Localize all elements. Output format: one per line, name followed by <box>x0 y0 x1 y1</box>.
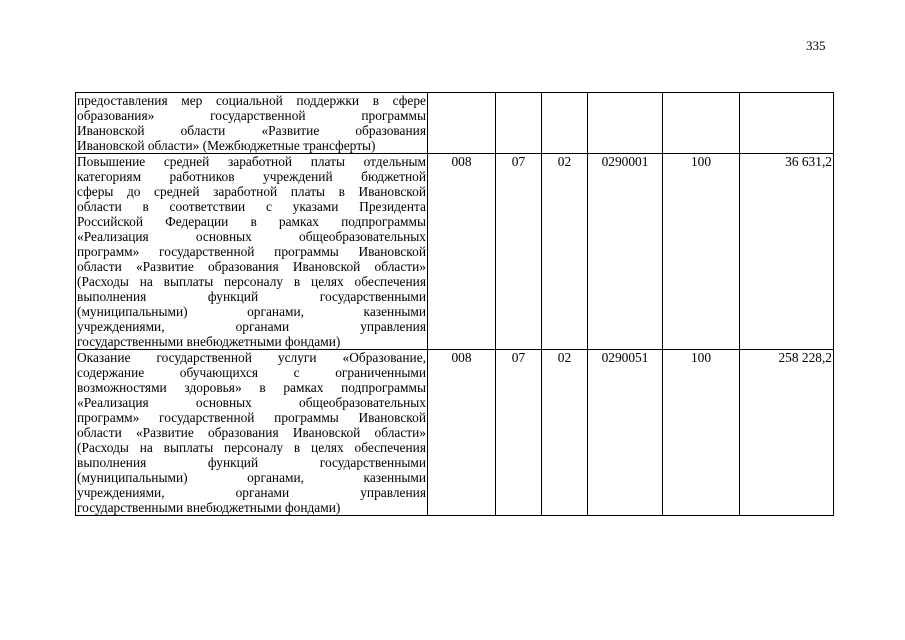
description-line: Повышение средней заработной платы отдельным <box>77 154 426 169</box>
section-code <box>496 93 542 154</box>
target-code: 0290001 <box>588 154 663 350</box>
table-row <box>76 154 834 350</box>
section-code: 07 <box>496 154 542 350</box>
row-description <box>76 350 428 516</box>
description-line: учреждениями, органами управления <box>77 485 426 500</box>
ministry-code <box>428 93 496 154</box>
description-line: области «Развитие образования Ивановской области» <box>77 259 426 274</box>
subsection-code: 02 <box>542 154 588 350</box>
description-line: Ивановской области «Развитие образования <box>77 123 426 138</box>
description-line: учреждениями, органами управления <box>77 319 426 334</box>
budget-table <box>75 92 834 516</box>
description-line: Ивановской области» (Межбюджетные трансферты) <box>77 138 376 153</box>
description-line: сферы до средней заработной платы в Ивановской <box>77 184 426 199</box>
description-line: возможностями здоровья» в рамках подпрограммы <box>77 380 426 395</box>
description-line: (Расходы на выплаты персоналу в целях обеспечения <box>77 274 426 289</box>
description-line: (муниципальными) органами, казенными <box>77 304 426 319</box>
description-line: (муниципальными) органами, казенными <box>77 470 426 485</box>
description-line: категориям работников учреждений бюджетной <box>77 169 426 184</box>
description-line: содержание обучающихся с ограниченными <box>77 365 426 380</box>
description-line: государственными внебюджетными фондами) <box>77 334 341 349</box>
subsection-code: 02 <box>542 350 588 516</box>
ministry-code: 008 <box>428 350 496 516</box>
description-line: выполнения функций государственными <box>77 289 426 304</box>
description-line: области в соответствии с указами Президента <box>77 199 426 214</box>
target-code <box>588 93 663 154</box>
amount: 258 228,2 <box>740 350 834 516</box>
description-line: выполнения функций государственными <box>77 455 426 470</box>
table-row <box>76 93 834 154</box>
description-line: государственными внебюджетными фондами) <box>77 500 341 515</box>
row-description <box>76 154 428 350</box>
expense-type-code: 100 <box>663 154 740 350</box>
description-line: «Реализация основных общеобразовательных <box>77 229 426 244</box>
expense-type-code: 100 <box>663 350 740 516</box>
description-line: (Расходы на выплаты персоналу в целях обеспечения <box>77 440 426 455</box>
amount: 36 631,2 <box>740 154 834 350</box>
description-line: предоставления мер социальной поддержки в сфере <box>77 93 426 108</box>
description-line: Оказание государственной услуги «Образование, <box>77 350 426 365</box>
row-description <box>76 93 428 154</box>
subsection-code <box>542 93 588 154</box>
description-line: программ» государственной программы Ивановской <box>77 410 426 425</box>
table-row <box>76 350 834 516</box>
ministry-code: 008 <box>428 154 496 350</box>
section-code: 07 <box>496 350 542 516</box>
description-line: образования» государственной программы <box>77 108 426 123</box>
description-line: «Реализация основных общеобразовательных <box>77 395 426 410</box>
description-line: Российской Федерации в рамках подпрограммы <box>77 214 426 229</box>
target-code: 0290051 <box>588 350 663 516</box>
description-line: программ» государственной программы Ивановской <box>77 244 426 259</box>
description-line: области «Развитие образования Ивановской области» <box>77 425 426 440</box>
page-number: 335 <box>806 38 826 53</box>
expense-type-code <box>663 93 740 154</box>
amount <box>740 93 834 154</box>
